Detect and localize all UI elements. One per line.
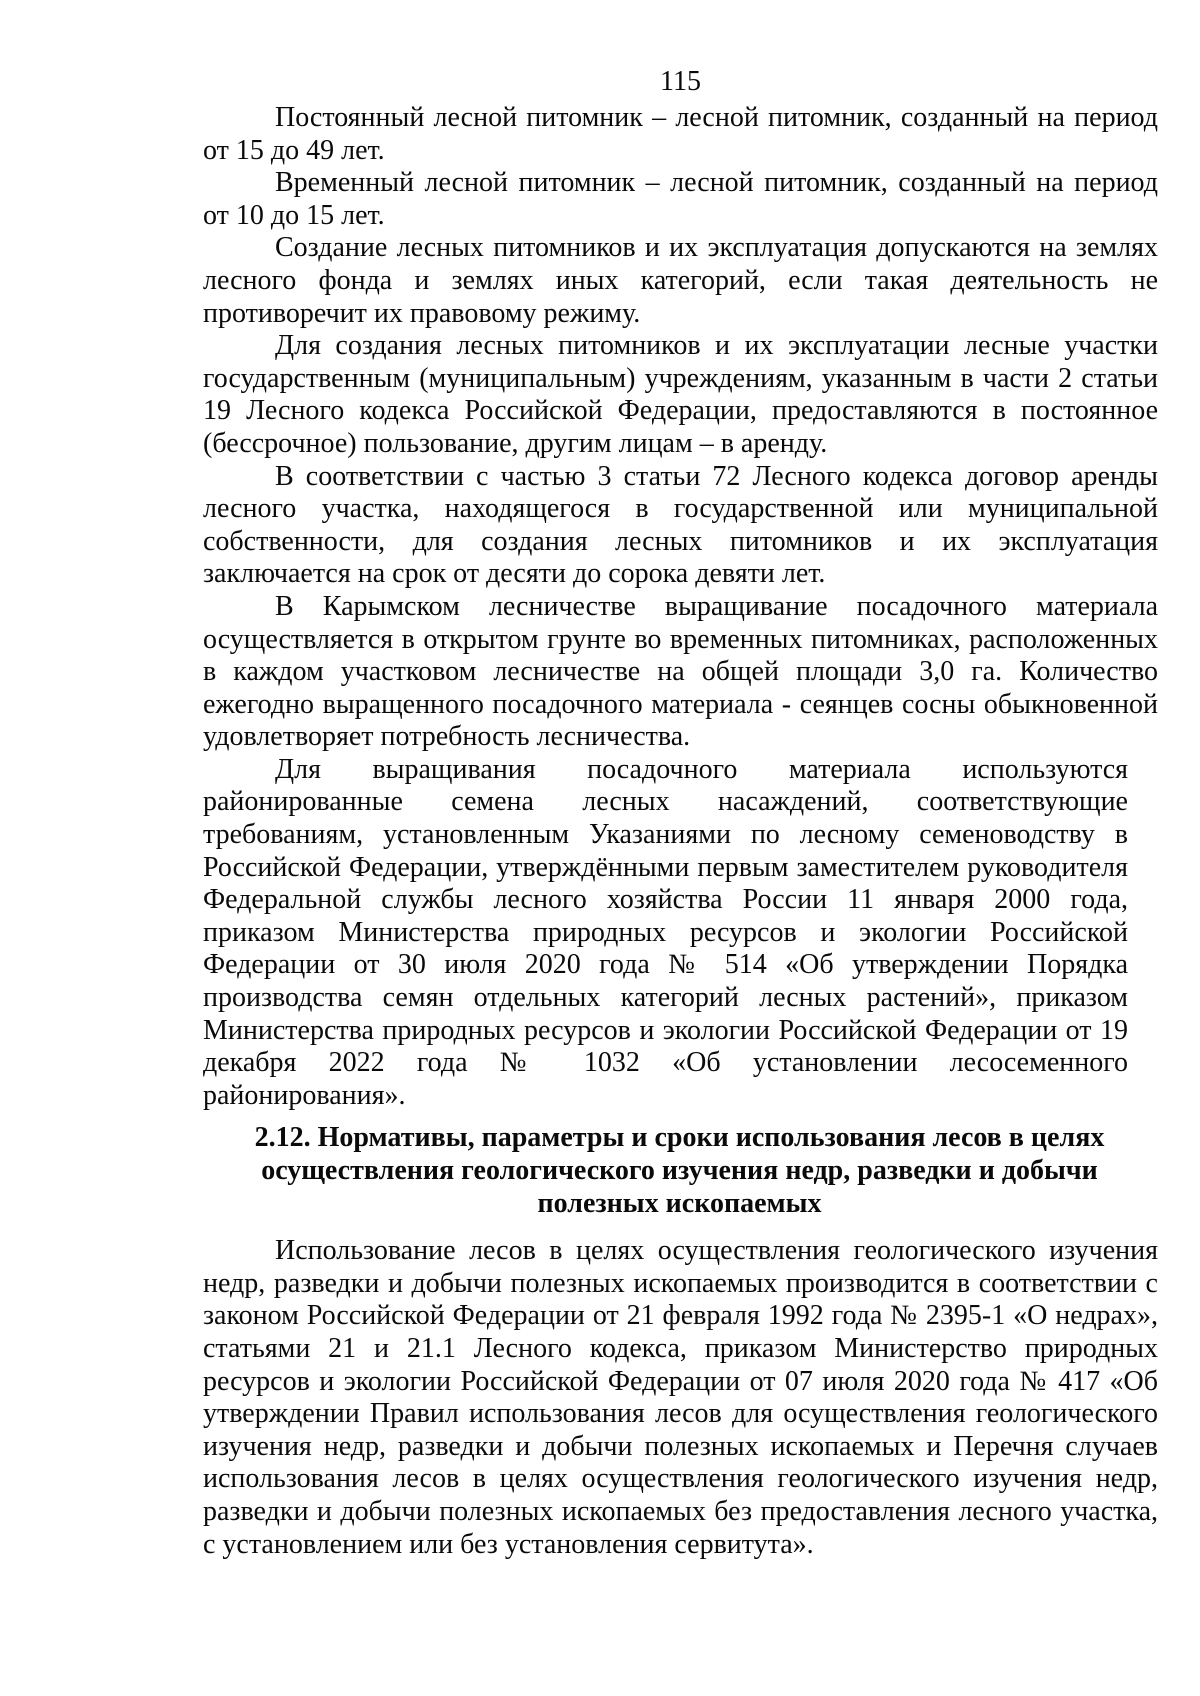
page-number: 115 xyxy=(660,66,701,97)
paragraph-permanent-nursery: Постоянный лесной питомник – лесной питомник, созданный на период от 15 до 49 лет. xyxy=(203,102,1158,166)
paragraph-land-provision: Для создания лесных питомников и их эксплуатации лесные участки государственным (муниципальным) учреждениям, указанным в части 2 статьи 19 Лесного кодекса Российской Федерации, предоставляются в постоянное (бессрочное) пользование, другим лицам – в аренду. xyxy=(203,330,1158,459)
section-heading-line: 2.12. Нормативы, параметры и сроки использования лесов в целях xyxy=(254,1122,1105,1154)
paragraph-temporary-nursery: Временный лесной питомник – лесной питомник, созданный на период от 10 до 15 лет. xyxy=(203,167,1158,231)
paragraph-karymskoe-forestry: В Карымском лесничестве выращивание посадочного материала осуществляется в открытом грунте во временных питомниках, расположенных в каждом участковом лесничестве на общей площади 3,0 га. Количество ежегодно выращенного посадочного материала - сеянцев сосны обыкновенной удовлетворяет потребность лесничества. xyxy=(203,590,1158,753)
document-page xyxy=(203,66,1158,1561)
section-heading-line: осуществления геологического изучения недр, разведки и добычи xyxy=(261,1155,1098,1186)
paragraph-seed-requirements: Для выращивания посадочного материала используются районированные семена лесных насаждений, соответствующие требованиям, установленным Указаниями по лесному семеноводству в Российской Федерации, утверждёнными первым заместителем руководителя Федеральной службы лесного хозяйства России 11 января 2000 года, приказом Министерства природных ресурсов и экологии Российской Федерации от 30 июля 2020 года № 514 «Об утверждении Порядка производства семян отдельных категорий лесных растений», приказом Министерства природных ресурсов и экологии Российской Федерации от 19 декабря 2022 года № 1032 «Об установлении лесосеменного районирования». xyxy=(203,753,1128,1111)
section-heading-line: полезных ископаемых xyxy=(537,1187,822,1219)
paragraph-geological-use: Использование лесов в целях осуществления геологического изучения недр, разведки и добычи полезных ископаемых производится в соответствии с законом Российской Федерации от 21 февраля 1992 года № 2395-1 «О недрах», статьями 21 и 21.1 Лесного кодекса, приказом Министерство природных ресурсов и экологии Российской Федерации от 07 июля 2020 года № 417 «Об утверждении Правил использования лесов для осуществления геологического изучения недр, разведки и добычи полезных ископаемых и Перечня случаев использования лесов в целях осуществления геологического изучения недр, разведки и добычи полезных ископаемых без предоставления лесного участка, с установлением или без установления сервитута». xyxy=(203,1235,1158,1560)
section-heading-2-12 xyxy=(203,1122,1158,1220)
paragraph-nursery-creation: Создание лесных питомников и их эксплуатация допускаются на землях лесного фонда и землях иных категорий, если такая деятельность не противоречит их правовому режиму. xyxy=(203,232,1158,329)
paragraph-lease-term: В соответствии с частью 3 статьи 72 Лесного кодекса договор аренды лесного участка, находящегося в государственной или муниципальной собственности, для создания лесных питомников и их эксплуатация заключается на срок от десяти до сорока девяти лет. xyxy=(203,460,1158,590)
